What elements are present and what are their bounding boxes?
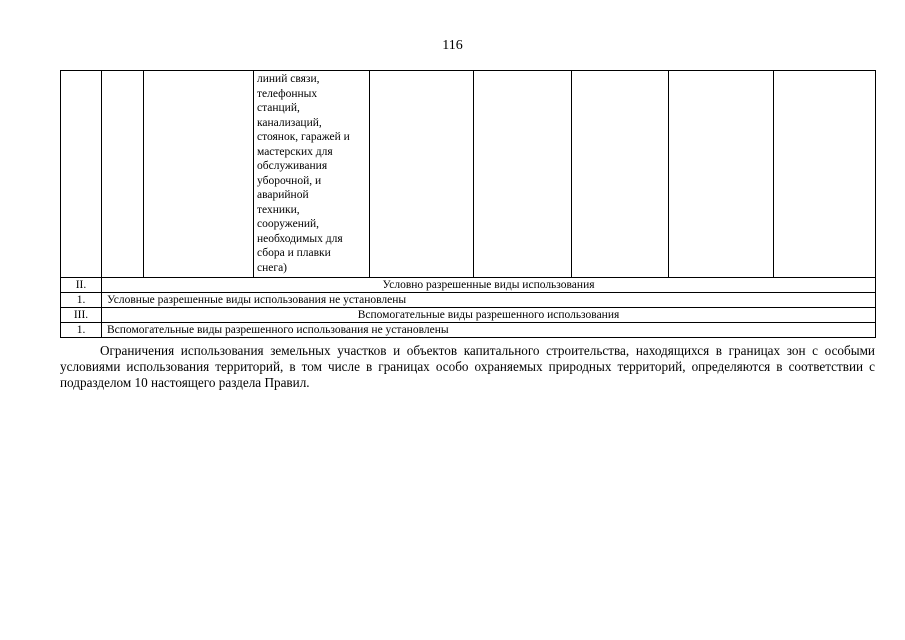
table-row-section-ii [61,278,876,293]
section-heading: Вспомогательные виды разрешенного использования [102,308,876,323]
continuation-text: линий связи, телефонных станций, канализаций, стоянок, гаражей и мастерских для обслуживания уборочной, и аварийной техники, сооружений, необходимых для сбора и плавки снега) [257,73,350,274]
row-text: Вспомогательные виды разрешенного использования не установлены [102,323,876,338]
row-number: 1. [61,293,102,308]
table-cell [474,71,572,278]
table-cell [774,71,876,278]
table-cell [370,71,474,278]
table-row-item [61,293,876,308]
section-heading: Условно разрешенные виды использования [102,278,876,293]
land-use-table [60,70,876,338]
restrictions-paragraph: Ограничения использования земельных участков и объектов капитального строительства, находящихся в границах зон с особыми условиями использования территорий, в том числе в границах особо охраняемых природных территорий, определяются в соответствии с подразделом 10 настоящего раздела Правил. [60,343,875,390]
row-number: III. [61,308,102,323]
table-row-section-iii [61,308,876,323]
table-row-item [61,323,876,338]
row-text: Условные разрешенные виды использования не установлены [102,293,876,308]
row-number: 1. [61,323,102,338]
table-cell-continuation [254,71,370,278]
table-cell [144,71,254,278]
table-cell [572,71,669,278]
table-cell [669,71,774,278]
table-cell [102,71,144,278]
row-number: II. [61,278,102,293]
table-row-continuation [61,71,876,278]
page-number: 116 [442,38,463,53]
table-cell [61,71,102,278]
